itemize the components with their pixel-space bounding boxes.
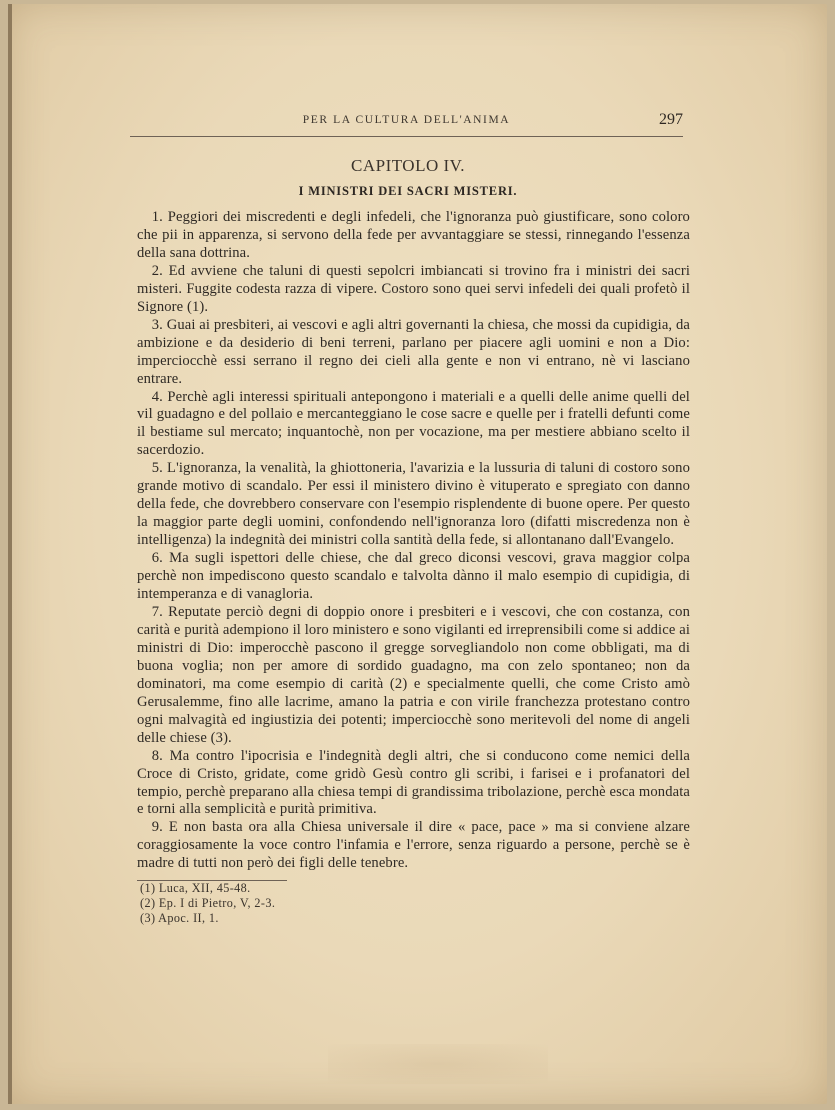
footnote-3: (3) Apoc. II, 1. [140,911,219,925]
footnote-2: (2) Ep. I di Pietro, V, 2-3. [140,896,276,910]
paragraph-number: 3. [151,316,163,333]
paragraph-5 [137,460,690,550]
paragraph-number: 4. [151,388,163,405]
chapter-title: CAPITOLO IV. [351,156,465,175]
paragraph-number: 2. [151,262,163,279]
chapter-subtitle: I MINISTRI DEI SACRI MISTERI. [298,184,518,198]
paragraph-text: Reputate perciò degni di doppio onore i presbiteri e i vescovi, che con costanza, con carità e purità adempiono il loro ministero e sono vigilanti ed irreprensibili come si addice ai ministri di Dio: imperocchè pascono il gregge sorvegliandolo non come obbligati, ma di buona voglia; non per amore di sordido guadagno, ma con zelo spontaneo; non da dominatori, ma come esempio di carità (2) e specialmente quelli, che come Cristo amò Gerusalemme, fino alle lacrime, amano la patria e con virile franchezza protestano contro ogni malvagità ed ingiustizia dei potenti; imperciocchè sono meritevoli del nome di angeli delle chiese (3). [137,603,690,746]
paragraph-8 [137,748,690,820]
paragraph-number: 8. [151,747,163,764]
running-title: PER LA CULTURA DELL'ANIMA [302,114,511,126]
paragraph-text: Peggiori dei miscredenti e degli infedeli, che l'ignoranza può giustificare, sono coloro che pii in apparenza, si servono della fede per avvantaggiare se stessi, rinnegando l'essenza della sana dottrina. [137,209,690,261]
page-number: 297 [659,111,683,128]
paragraph-6 [137,550,690,604]
running-header [130,110,683,137]
paragraph-number: 7. [151,603,163,620]
footnotes [140,881,540,926]
paragraph-text: E non basta ora alla Chiesa universale il dire « pace, pace » ma si conviene alzare coraggiosamente la voce contro l'infamia e l'errore, senza riguardo a persone, perchè se è madre di tutti non però dei figli delle tenebre. [137,819,690,872]
paragraph-text: Ma contro l'ipocrisia e l'indegnità degli altri, che si conducono come nemici della Croce di Cristo, gridate, come gridò Gesù contro gli scribi, i farisei e i profanatori del tempio, perchè preparano alla chiesa tempi di grandissima tribolazione, perchè esca mondata e torni alla semplicità e purità primitiva. [137,747,690,818]
paragraph-9 [137,819,690,873]
book-page [8,4,827,1104]
paragraph-number: 5. [151,460,163,477]
paragraph-text: Ed avviene che taluni di questi sepolcri imbiancati si trovino fra i ministri dei sacri misteri. Fuggite codesta razza di vipere. Costoro sono quei servi infedeli dei quali profetò il Signore (1). [137,262,690,315]
paragraph-text: Guai ai presbiteri, ai vescovi e agli altri governanti la chiesa, che mossi da cupidigia, da ambizione e da desiderio di beni terreni, parlano per piacere agli uomini e non a Dio: imperciocchè essi serrano il regno dei cieli alla gente e non vi entrano, nè vi lasciano entrare. [137,316,690,387]
footnote-1: (1) Luca, XII, 45-48. [140,881,251,895]
paragraph-text: Ma sugli ispettori delle chiese, che dal greco diconsi vescovi, grava maggior colpa perchè non impediscono questo scandalo e talvolta dànno il malo esempio di cupidigia, di intemperanza e di vanagloria. [137,550,690,603]
paragraph-4 [137,389,690,461]
paragraph-number: 9. [151,819,163,836]
paragraph-number: 6. [151,550,163,567]
paragraph-text: Perchè agli interessi spirituali antepongono i materiali e a quelli delle anime quelli del vil guadagno e del pollaio e mercanteggiano le cose sacre e quelle per i fratelli defunti come il bestiame sul mercato; inquantochè, non per vocazione, ma per mestiere abbiano scelto il sacerdozio. [137,388,690,459]
body-text [137,209,690,873]
paragraph-text: L'ignoranza, la venalità, la ghiottoneria, l'avarizia e la lussuria di taluni di costoro sono grande motivo di scandalo. Per essi il ministero divino è vituperato e spregiato con danno della fede, che dovrebbero conservare con l'esempio risplendente di buone opere. Per questo la maggior parte degli uomini, confondendo nell'ignoranza loro (difatti miscredenza non è intelligenza) la indegnità dei ministri colla santità della fede, si allontanano dall'Evangelo. [137,460,690,549]
paragraph-2 [137,263,690,317]
paragraph-1 [137,209,690,263]
paragraph-7 [137,604,690,748]
paragraph-number: 1. [151,209,163,225]
paper-stain [328,1044,548,1084]
paragraph-3 [137,317,690,389]
